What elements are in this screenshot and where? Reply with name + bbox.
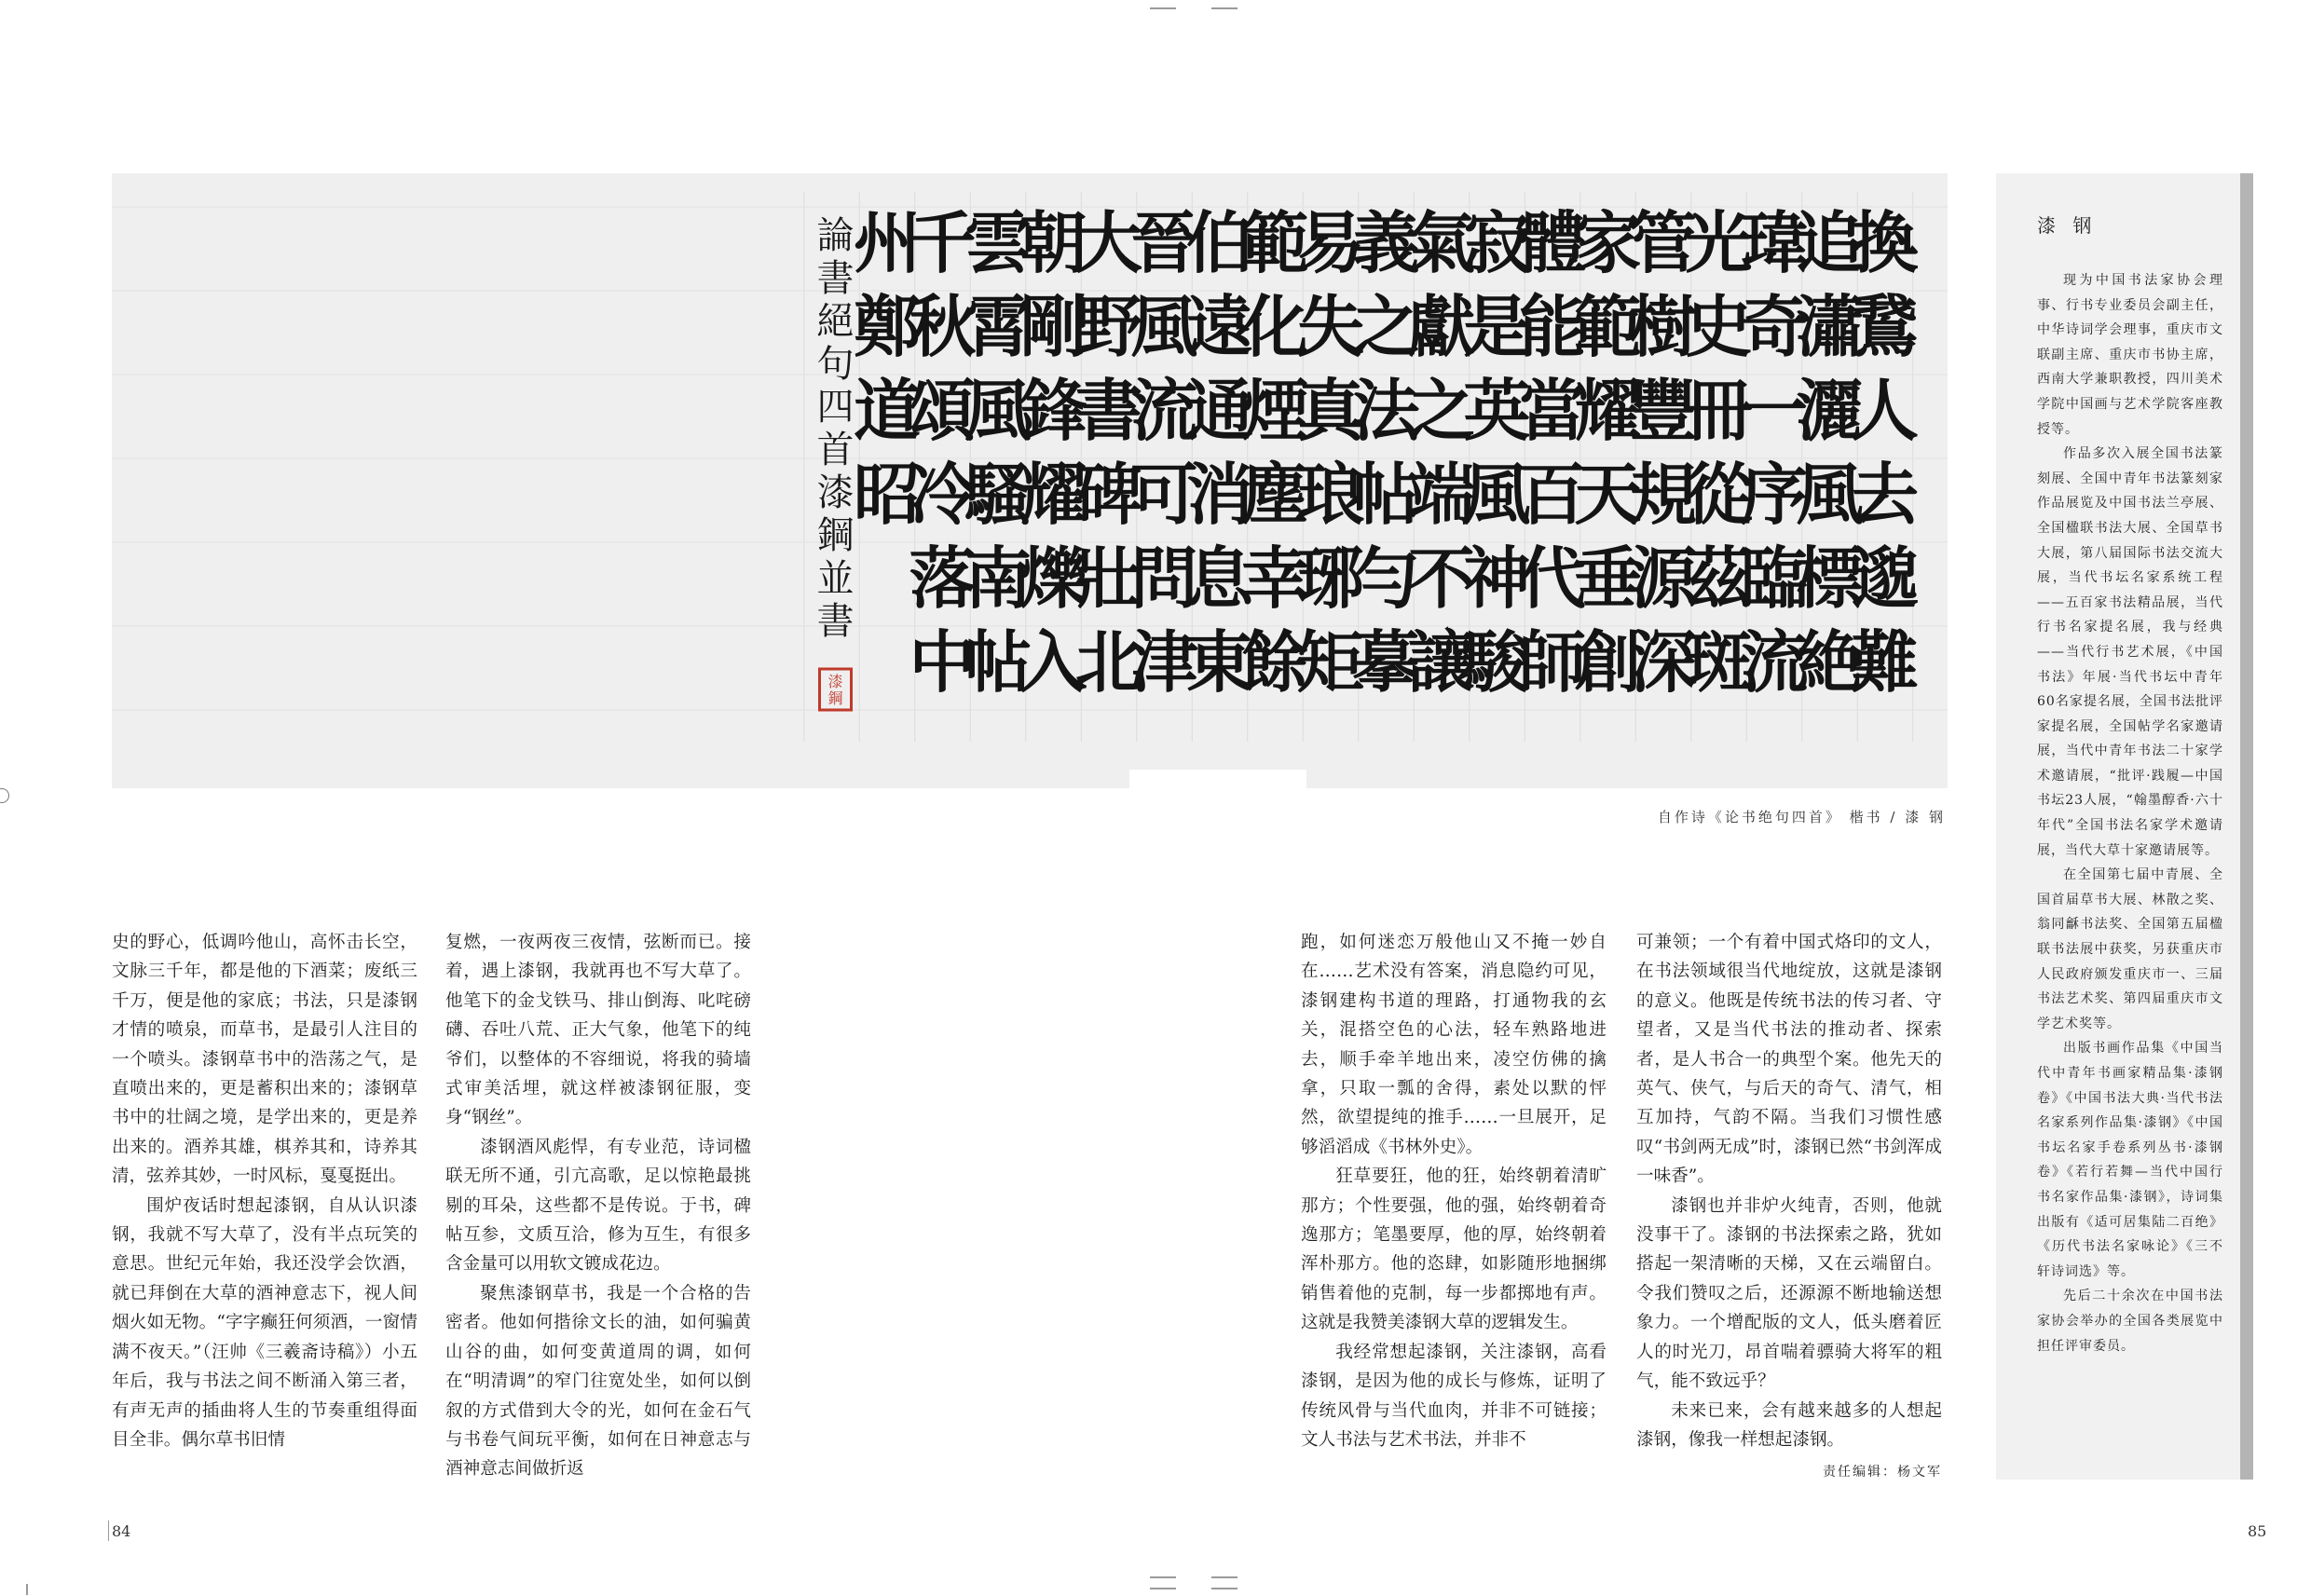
calligraphy-character: 茲 bbox=[1685, 539, 1753, 618]
article-paragraph: 我经常想起漆钢，关注漆钢，高看漆钢，是因为他的成长与修炼，证明了传统风骨与当代血肉，并非不可链接；文人书法与艺术书法，并非不 bbox=[1301, 1342, 1607, 1450]
calligraphy-character: 百 bbox=[1518, 455, 1587, 534]
article-column-3 bbox=[1301, 928, 1607, 1454]
article-paragraph: 史的野心，低调吟他山，高怀击长空，文脉三千年，都是他的下酒菜；废纸三千万，便是他的家底；书法，只是漆钢才情的喷泉，而草书，是最引人注目的一个喷头。漆钢草书中的浩荡之气，是直喷出来的，更是蓄积出来的；漆钢草书中的壮阔之境，是学出来的，更是养出来的。酒养其雄，棋养其和，诗养其清，弦养其妙，一时风标，戛戛挺出。 bbox=[112, 933, 417, 1187]
calligraphy-character: 書 bbox=[1074, 371, 1143, 450]
signature-character: 絕 bbox=[816, 300, 855, 343]
calligraphy-character: 是 bbox=[1463, 287, 1531, 366]
crop-mark bbox=[1150, 1588, 1176, 1589]
calligraphy-character: 鵞 bbox=[1851, 287, 1920, 366]
calligraphy-character: 冊 bbox=[1685, 371, 1753, 450]
calligraphy-character: 樹 bbox=[1629, 287, 1698, 366]
calligraphy-character: 神 bbox=[1463, 539, 1531, 618]
calligraphy-character: 可 bbox=[1130, 455, 1198, 534]
calligraphy-character: 垂 bbox=[1574, 539, 1642, 618]
artwork-caption: 自作诗《论书绝句四首》 楷书 / 漆 钢 bbox=[1657, 809, 1946, 825]
calligraphy-character: 壯 bbox=[1074, 539, 1143, 618]
calligraphy-character: 耀 bbox=[1019, 455, 1087, 534]
calligraphy-character: 風 bbox=[964, 371, 1032, 450]
artist-name: 漆 钢 bbox=[2037, 214, 2098, 237]
calligraphy-character: 通 bbox=[1185, 371, 1254, 450]
calligraphy-character: 師 bbox=[1518, 622, 1587, 702]
crop-mark bbox=[26, 1584, 28, 1595]
calligraphy-character: 法 bbox=[1352, 371, 1420, 450]
page-number-rule bbox=[108, 1521, 109, 1541]
calligraphy-character: 光 bbox=[1685, 203, 1753, 282]
calligraphy-character: 煙 bbox=[1241, 371, 1309, 450]
calligraphy-character: 家 bbox=[1574, 203, 1642, 282]
calligraphy-character: 千 bbox=[909, 203, 977, 282]
calligraphy-character: 風 bbox=[1130, 287, 1198, 366]
calligraphy-character: 東 bbox=[1185, 622, 1254, 702]
calligraphy-character: 去 bbox=[1851, 455, 1920, 534]
bio-paragraph: 现为中国书法家协会理事、行书专业委员会副主任，中华诗词学会理事，重庆市文联副主席、重庆市书协主席，西南大学兼职教授，四川美术学院中国画与艺术学院客座教授等。 bbox=[2037, 273, 2223, 437]
calligraphy-character: 風 bbox=[1796, 455, 1864, 534]
calligraphy-character: 帖 bbox=[1352, 455, 1420, 534]
calligraphy-character: 氣 bbox=[1407, 203, 1476, 282]
calligraphy-character: 勻 bbox=[1352, 539, 1420, 618]
calligraphy-character: 騷 bbox=[964, 455, 1032, 534]
bio-paragraph: 作品多次入展全国书法篆刻展、全国中青年书法篆刻家作品展览及中国书法兰亭展、全国楹联书法大展、全国草书大展，第八届国际书法交流大展，当代书坛名家系统工程——五百家书法精品展，当代行书名家提名展，我与经典——当代行书艺术展，《中国书法》年展·当代书坛中青年60名家提名展，全国书法批评家提名展，全国帖学名家邀请展，当代中青年书法二十家学术邀请展，“批评·践履—中国书坛23人展，“翰墨醇香·六十年代”全国书法名家学术邀请展，当代大草十家邀请展等。 bbox=[2037, 446, 2223, 858]
calligraphy-character: 失 bbox=[1296, 287, 1365, 366]
seal-character: 鋼 bbox=[827, 689, 843, 707]
crop-mark bbox=[1150, 7, 1176, 9]
calligraphy-character: 琅 bbox=[1296, 455, 1365, 534]
article-paragraph: 漆钢酒风彪悍，有专业范，诗词楹联无所不通，引亢高歌，足以惊艳最挑剔的耳朵，这些都不是传说。于书，碑帖互参，文质互洽，修为互生，有很多含金量可以用软文镀成花边。 bbox=[445, 1137, 751, 1275]
calligraphy-character: 州 bbox=[853, 203, 922, 282]
calligraphy-character: 耀 bbox=[1574, 371, 1642, 450]
calligraphy-character: 化 bbox=[1241, 287, 1309, 366]
calligraphy-character: 晉 bbox=[1130, 203, 1198, 282]
calligraphy-character: 難 bbox=[1851, 622, 1920, 702]
calligraphy-character: 冷 bbox=[909, 455, 977, 534]
calligraphy-character: 英 bbox=[1463, 371, 1531, 450]
signature-character: 書 bbox=[816, 257, 855, 300]
signature-character: 鋼 bbox=[816, 514, 855, 557]
calligraphy-character: 大 bbox=[1074, 203, 1143, 282]
calligraphy-character: 絶 bbox=[1796, 622, 1864, 702]
calligraphy-character: 伯 bbox=[1185, 203, 1254, 282]
calligraphy-character: 範 bbox=[1574, 287, 1642, 366]
calligraphy-character: 從 bbox=[1685, 455, 1753, 534]
calligraphy-character: 雲 bbox=[964, 203, 1032, 282]
signature-character: 四 bbox=[816, 386, 855, 429]
calligraphy-character: 深 bbox=[1629, 622, 1698, 702]
calligraphy-character: 端 bbox=[1407, 455, 1476, 534]
crop-mark bbox=[1150, 1576, 1176, 1578]
calligraphy-character: 範 bbox=[1241, 203, 1309, 282]
calligraphy-character: 塵 bbox=[1241, 455, 1309, 534]
calligraphy-character: 能 bbox=[1518, 287, 1587, 366]
article-column-1 bbox=[112, 928, 417, 1454]
calligraphy-character: 天 bbox=[1574, 455, 1642, 534]
signature-character: 句 bbox=[816, 343, 855, 386]
calligraphy-character: 易 bbox=[1296, 203, 1365, 282]
article-paragraph: 围炉夜话时想起漆钢，自从认识漆钢，我就不写大草了，没有半点玩笑的意思。世纪元年始，我还没学会饮酒，就已拜倒在大草的酒神意志下，视人间烟火如无物。“字字癫狂何须酒，一窗情满不夜天。”（汪帅《三羲斋诗稿》）小五年后，我与书法之间不断涌入第三者，有声无声的插曲将人生的节奏重组得面目全非。偶尔草书旧情 bbox=[112, 1195, 417, 1450]
calligraphy-character: 落 bbox=[909, 539, 977, 618]
calligraphy-character: 創 bbox=[1574, 622, 1642, 702]
calligraphy-character: 爍 bbox=[1019, 539, 1087, 618]
calligraphy-character: 流 bbox=[1130, 371, 1198, 450]
artist-bio-sidebar bbox=[1996, 173, 2253, 1480]
calligraphy-character: 義 bbox=[1352, 203, 1420, 282]
calligraphy-character: 瑋 bbox=[1740, 203, 1809, 282]
calligraphy-character: 北 bbox=[1074, 622, 1143, 702]
calligraphy-character: 源 bbox=[1629, 539, 1698, 618]
calligraphy-character: 管 bbox=[1629, 203, 1698, 282]
calligraphy-character: 風 bbox=[1463, 455, 1531, 534]
calligraphy-character: 追 bbox=[1796, 203, 1864, 282]
calligraphy-character: 獻 bbox=[1407, 287, 1476, 366]
article-column-4 bbox=[1636, 928, 1942, 1488]
article-paragraph: 复燃，一夜两夜三夜情，弦断而已。接着，遇上漆钢，我就再也不写大草了。他笔下的金戈铁马、排山倒海、叱咤磅礴、吞吐八荒、正大气象，他笔下的纯爷们，以整体的不容细说，将我的骑墙式审美活埋，就这样被漆钢征服，变身“钢丝”。 bbox=[445, 933, 751, 1128]
calligraphy-character: 標 bbox=[1796, 539, 1864, 618]
calligraphy-character: 史 bbox=[1685, 287, 1753, 366]
calligraphy-character: 奇 bbox=[1740, 287, 1809, 366]
calligraphy-character: 朝 bbox=[1019, 203, 1087, 282]
calligraphy-character: 剛 bbox=[1019, 287, 1087, 366]
calligraphy-svg bbox=[112, 173, 1948, 788]
calligraphy-character: 換 bbox=[1851, 203, 1920, 282]
calligraphy-character: 昭 bbox=[853, 455, 922, 534]
calligraphy-character: 頌 bbox=[909, 371, 977, 450]
calligraphy-character: 人 bbox=[1851, 371, 1920, 450]
calligraphy-character: 豐 bbox=[1629, 371, 1698, 450]
calligraphy-character: 鄭 bbox=[853, 287, 922, 366]
bio-paragraph: 在全国第七届中青展、全国首届草书大展、林散之奖、翁同龢书法奖、全国第五届楹联书法展中获奖，另获重庆市人民政府颁发重庆市一、三届书法艺术奖、第四届重庆市文学艺术奖等。 bbox=[2037, 867, 2223, 1031]
calligraphy-character: 流 bbox=[1740, 622, 1809, 702]
calligraphy-character: 真 bbox=[1296, 371, 1365, 450]
article-paragraph: 跑，如何迷恋万般他山又不掩一妙自在……艺术没有答案，消息隐约可见，漆钢建构书道的理路，打通物我的玄关，混搭空色的心法，轻车熟路地进去，顺手牵羊地出来，凌空仿佛的擒拿，只取一瓢的舍得，素处以默的怦然，欲望提纯的推手……一旦展开，足够滔滔成《书林外史》。 bbox=[1301, 933, 1607, 1157]
calligraphy-character: 幸 bbox=[1241, 539, 1309, 618]
calligraphy-character: 摹 bbox=[1352, 622, 1420, 702]
calligraphy-character: 一 bbox=[1740, 371, 1809, 450]
artwork-edge bbox=[1129, 770, 1306, 788]
calligraphy-character: 消 bbox=[1185, 455, 1254, 534]
signature-character: 論 bbox=[816, 214, 855, 257]
calligraphy-character: 之 bbox=[1407, 371, 1476, 450]
calligraphy-character: 霄 bbox=[964, 287, 1032, 366]
registration-mark bbox=[0, 788, 9, 803]
signature-character: 書 bbox=[816, 600, 855, 643]
crop-mark bbox=[1211, 1576, 1238, 1578]
crop-mark bbox=[1211, 1588, 1238, 1589]
calligraphy-character: 餘 bbox=[1241, 622, 1309, 702]
calligraphy-character: 琊 bbox=[1296, 539, 1365, 618]
page-number-right: 85 bbox=[2248, 1522, 2267, 1540]
calligraphy-character: 遠 bbox=[1185, 287, 1254, 366]
article-paragraph: 狂草要狂，他的狂，始终朝着清旷那方；个性要强，他的强，始终朝着奇逸那方；笔墨要厚，他的厚，始终朝着浑朴那方。他的恣肆，如影随形地捆绑销售着他的克制，每一步都掷地有声。这就是我赞美漆钢大草的逻辑发生。 bbox=[1301, 1166, 1607, 1333]
calligraphy-character: 規 bbox=[1629, 455, 1698, 534]
crop-mark bbox=[1211, 7, 1238, 9]
article-paragraph: 未来已来，会有越来越多的人想起漆钢，像我一样想起漆钢。 bbox=[1636, 1400, 1942, 1450]
calligraphy-character: 斑 bbox=[1685, 622, 1753, 702]
calligraphy-character: 讓 bbox=[1407, 622, 1476, 702]
calligraphy-character: 瀟 bbox=[1796, 287, 1864, 366]
calligraphy-character: 臨 bbox=[1740, 539, 1809, 618]
bio-paragraph: 出版书画作品集《中国当代中青年书画家精品集·漆钢卷》《中国书法大典·当代书法名家系列作品集·漆钢》《中国书坛名家手卷系列丛书·漆钢卷》《若行若舞—当代中国行书名家作品集·漆钢》，诗词集出版有《适可居集陆二百绝》《历代书法名家咏论》《三不轩诗词选》等。 bbox=[2037, 1041, 2223, 1279]
signature-character: 漆 bbox=[816, 471, 855, 514]
calligraphy-character: 駿 bbox=[1463, 622, 1531, 702]
calligraphy-character: 邈 bbox=[1851, 539, 1920, 618]
calligraphy-character: 問 bbox=[1130, 539, 1198, 618]
calligraphy-character: 灑 bbox=[1796, 371, 1864, 450]
article-paragraph: 漆钢也并非炉火纯青，否则，他就没事干了。漆钢的书法探索之路，犹如搭起一架清晰的天梯，又在云端留白。令我们赞叹之后，还源源不断地输送想象力。一个增配版的文人，低头磨着匠人的时光刀，昂首喘着骠骑大将军的粗气，能不致远乎？ bbox=[1636, 1195, 1942, 1392]
signature-character: 首 bbox=[816, 429, 855, 471]
calligraphy-character: 碑 bbox=[1074, 455, 1143, 534]
calligraphy-character: 矩 bbox=[1296, 622, 1365, 702]
calligraphy-character: 序 bbox=[1740, 455, 1809, 534]
article-paragraph: 可兼领；一个有着中国式烙印的文人，在书法领域很当代地绽放，这就是漆钢的意义。他既是传统书法的传习者、守望者，又是当代书法的推动者、探索者，是人书合一的典型个案。他先天的英气、侠气，与后天的奇气、清气，相互加持，气韵不隔。当我们习惯性感叹“书剑两无成”时，漆钢已然“书剑浑成一味香”。 bbox=[1636, 933, 1942, 1187]
calligraphy-character: 帖 bbox=[964, 622, 1032, 702]
calligraphy-artwork bbox=[112, 173, 1948, 788]
editor-credit: 责任编辑：杨文军 bbox=[1823, 1465, 1942, 1480]
calligraphy-character: 秋 bbox=[909, 287, 977, 366]
calligraphy-character: 當 bbox=[1518, 371, 1587, 450]
article-column-2 bbox=[445, 928, 751, 1484]
calligraphy-character: 入 bbox=[1019, 622, 1087, 702]
calligraphy-character: 中 bbox=[909, 622, 977, 702]
calligraphy-character: 之 bbox=[1352, 287, 1420, 366]
calligraphy-character: 體 bbox=[1518, 203, 1587, 282]
seal-character: 漆 bbox=[827, 673, 843, 690]
artist-bio-text bbox=[2037, 268, 2223, 1358]
bio-paragraph: 先后二十余次在中国书法家协会举办的全国各类展览中担任评审委员。 bbox=[2037, 1289, 2223, 1354]
calligraphy-character: 代 bbox=[1518, 539, 1587, 618]
calligraphy-character: 不 bbox=[1407, 539, 1476, 618]
page-number-left: 84 bbox=[112, 1522, 131, 1540]
article-paragraph: 聚焦漆钢草书，我是一个合格的告密者。他如何揩徐文长的油，如何骗黄山谷的曲，如何变黄道周的调，如何在“明清调”的窄门往宽处坐，如何以倒叙的方式借到大令的光，如何在金石气与书卷气间玩平衡，如何在日神意志与酒神意志间做折返 bbox=[445, 1283, 751, 1480]
calligraphy-character: 津 bbox=[1130, 622, 1198, 702]
calligraphy-character: 野 bbox=[1074, 287, 1143, 366]
calligraphy-character: 寂 bbox=[1463, 203, 1531, 282]
calligraphy-character: 南 bbox=[964, 539, 1032, 618]
signature-character: 並 bbox=[816, 557, 855, 600]
calligraphy-character: 道 bbox=[853, 371, 922, 450]
calligraphy-character: 鋒 bbox=[1019, 371, 1087, 450]
calligraphy-character: 息 bbox=[1185, 539, 1254, 618]
